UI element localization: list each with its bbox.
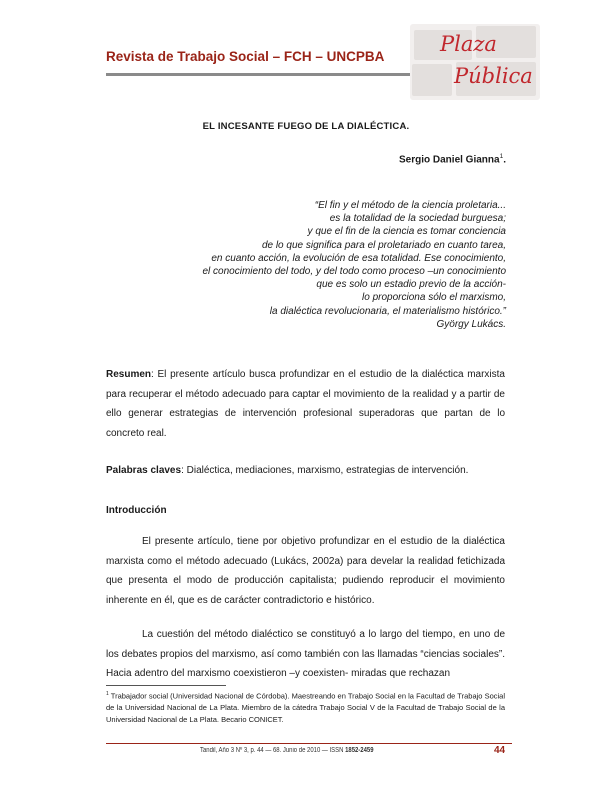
author-line	[399, 153, 506, 165]
footnote-rule	[106, 685, 226, 686]
epigraph-line: la dialéctica revolucionaria, el materialismo histórico.”	[269, 305, 506, 317]
keywords-paragraph	[106, 461, 505, 481]
page-number: 44	[494, 745, 506, 756]
section-heading-introduccion: Introducción	[106, 505, 167, 516]
abstract-paragraph	[106, 365, 505, 443]
epigraph-line: que es solo un estadio previo de la acción-	[316, 279, 506, 291]
epigraph-line: en cuanto acción, la evolución de esa totalidad. Ese conocimiento,	[211, 252, 506, 264]
footnote-number: 1	[106, 691, 109, 697]
logo-word-publica: Pública	[454, 64, 533, 88]
epigraph-line: “El fin y el método de la ciencia proletaria...	[314, 200, 506, 211]
keywords-label: Palabras claves	[106, 465, 182, 476]
intro-paragraph-1: El presente artículo, tiene por objetivo profundizar en el estudio de la dialéctica marxista como el método adecuado (Lukács, 2002a) para develar la realidad fetichizada que presenta el modo de producción capitalista; pudiendo reproducir el movimiento inherente en él, que es de carácter contradictorio e histórico.	[106, 536, 505, 606]
header-rule	[106, 73, 412, 76]
journal-title: Revista de Trabajo Social – FCH – UNCPBA	[106, 49, 385, 64]
author-suffix: .	[503, 154, 506, 166]
footnote-text: Trabajador social (Universidad Nacional de Córdoba). Maestreando en Trabajo Social en la Facultad de Trabajo Social de la Universidad Nacional de La Plata. Miembro de la cátedra Trabajo Social V de la Facultad de Trabajo Social de la Universidad Nacional de La Plata. Becario CONICET.	[106, 691, 505, 724]
epigraph-line: de lo que significa para el proletariado en cuanto tarea,	[261, 239, 506, 251]
abstract-text: : El presente artículo busca profundizar en el estudio de la dialéctica marxista para recuperar el método adecuado para captar el movimiento de la realidad y a partir de ello generar estrategias de intervención profesional superadoras que partan de lo concreto real.	[106, 369, 505, 439]
epigraph	[166, 199, 506, 331]
footer-rule	[106, 743, 512, 744]
epigraph-line: es la totalidad de la sociedad burguesa;	[329, 213, 506, 225]
footer-citation-text: Tandil, Año 3 Nº 3, p. 44 — 68. Junio de 2010 — ISSN	[200, 747, 346, 754]
abstract-label: Resumen	[106, 369, 152, 380]
intro-paragraph-2: La cuestión del método dialéctico se constituyó a lo largo del tiempo, en uno de los debates propios del marxismo, así como también con las llamadas “ciencias sociales”. Hacia adentro del marxismo coexistieron –y coexisten- miradas que rechazan	[106, 629, 505, 680]
epigraph-line: el conocimiento del todo, y del todo como proceso –un conocimiento	[202, 266, 506, 278]
footnote-reference[interactable]: 1	[499, 153, 504, 160]
logo-word-plaza: Plaza	[440, 32, 497, 56]
logo-brick	[412, 64, 452, 96]
article-title: EL INCESANTE FUEGO DE LA DIALÉCTICA.	[202, 121, 410, 132]
epigraph-attribution: György Lukács.	[436, 318, 506, 330]
footer-issn: 1852-2459	[345, 747, 374, 754]
author-name: Sergio Daniel Gianna	[399, 154, 500, 166]
footer-citation	[200, 747, 374, 754]
footnote	[106, 689, 505, 725]
epigraph-line: y que el fin de la ciencia es tomar conciencia	[307, 226, 506, 238]
plaza-publica-logo	[410, 24, 540, 100]
epigraph-line: lo proporciona sólo el marxismo,	[362, 292, 506, 304]
keywords-text: : Dialéctica, mediaciones, marxismo, estrategias de intervención.	[181, 465, 469, 476]
